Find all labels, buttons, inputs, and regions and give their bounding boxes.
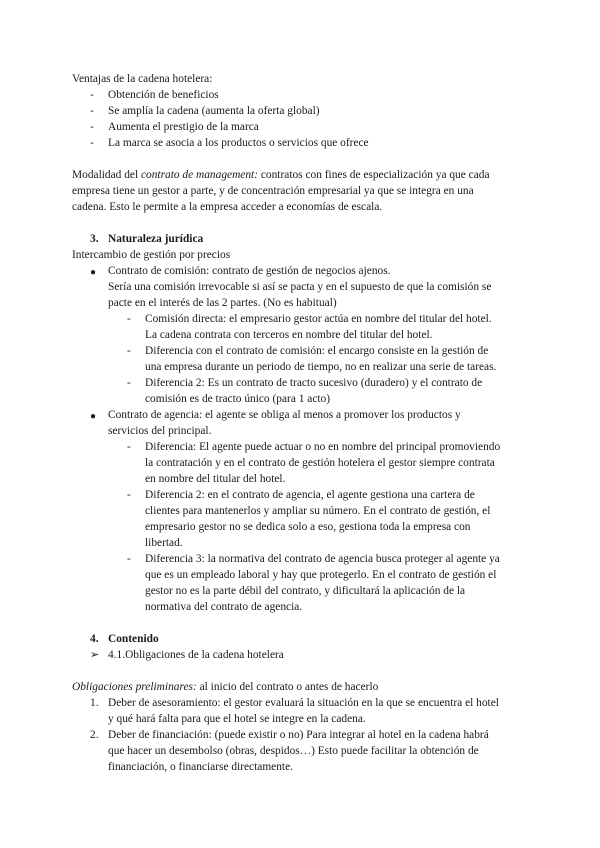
dash-marker: - — [127, 345, 131, 357]
section-3-intro: Intercambio de gestión por precios — [72, 249, 231, 261]
section-3-title: Naturaleza jurídica — [108, 233, 204, 245]
bullet-icon: ● — [90, 411, 97, 422]
obligacion-number: 2. — [90, 729, 99, 741]
dash-marker: - — [90, 89, 94, 101]
agencia-sub-line: normativa del contrato de agencia. — [145, 601, 303, 613]
comision-sub-line: Diferencia con el contrato de comisión: el encargo consiste en la gestión de — [145, 345, 489, 357]
agencia-sub-line: gestor no es la parte débil del contrato, y dificultará la aplicación de la — [145, 585, 466, 597]
section-4-sub-item: 4.1.Obligaciones de la cadena hotelera — [108, 649, 284, 661]
dash-marker: - — [90, 137, 94, 149]
ventajas-item: La marca se asocia a los productos o servicios que ofrece — [108, 137, 369, 149]
dash-marker: - — [127, 377, 131, 389]
modalidad-lead: Modalidad del — [72, 169, 141, 181]
ventajas-item: Obtención de beneficios — [108, 89, 219, 101]
obligaciones-heading — [72, 680, 378, 696]
agencia-sub-line: Diferencia: El agente puede actuar o no en nombre del principal promoviendo — [145, 441, 501, 453]
agencia-sub-line: la contratación y en el contrato de gestión hotelera el gestor siempre contrata — [145, 457, 495, 469]
comision-line: Sería una comisión irrevocable si así se pacta y en el supuesto de que la comisión se — [108, 281, 492, 293]
dash-marker: - — [127, 313, 131, 325]
ventajas-heading: Ventajas de la cadena hotelera: — [72, 73, 213, 85]
dash-marker: - — [127, 553, 131, 565]
dash-marker: - — [90, 121, 94, 133]
agencia-sub-line: en nombre del titular del hotel. — [145, 473, 286, 485]
section-4-title: Contenido — [108, 633, 159, 645]
obligacion-line: y qué hará falta para que el hotel se integre en la cadena. — [108, 713, 366, 725]
agencia-sub-line: Diferencia 3: la normativa del contrato de agencia busca proteger al agente ya — [145, 553, 500, 565]
agencia-line: servicios del principal. — [108, 425, 212, 437]
modalidad-paragraph-line: empresa tiene un gestor a parte, y de concentración empresarial ya que se integra en una — [72, 185, 474, 197]
agencia-sub-line: Diferencia 2: en el contrato de agencia, el agente gestiona una cartera de — [145, 489, 475, 501]
ventajas-item: Se amplía la cadena (aumenta la oferta global) — [108, 105, 320, 117]
section-4-number: 4. — [90, 633, 99, 645]
dash-marker: - — [127, 441, 131, 453]
comision-sub-line: Comisión directa: el empresario gestor actúa en nombre del titular del hotel. — [145, 313, 492, 325]
section-3-number: 3. — [90, 233, 99, 245]
comision-line: pacte en el interés de las 2 partes. (No es habitual) — [108, 297, 337, 309]
bullet-icon: ● — [90, 267, 97, 278]
obligaciones-term: Obligaciones preliminares: — [72, 681, 197, 693]
agencia-line: Contrato de agencia: el agente se obliga al menos a promover los productos y — [108, 409, 461, 421]
modalidad-term: contrato de management: — [140, 169, 259, 181]
obligacion-line: Deber de financiación: (puede existir o no) Para integrar al hotel en la cadena habrá — [108, 729, 489, 741]
modalidad-paragraph-line: cadena. Esto le permite a la empresa acceder a economías de escala. — [72, 201, 383, 213]
comision-sub-line: una empresa durante un periodo de tiempo, no en realizar una serie de tareas. — [145, 361, 497, 373]
obligacion-line: que hacer un desembolso (obras, despidos…) Esto puede facilitar la obtención de — [108, 745, 479, 757]
agencia-sub-line: libertad. — [145, 537, 183, 549]
modalidad-rest: contratos con fines de especialización ya que cada — [258, 169, 490, 181]
obligacion-line: Deber de asesoramiento: el gestor evaluará la situación en la que se encuentra el hotel — [108, 697, 499, 709]
comision-sub-line: La cadena contrata con terceros en nombre del titular del hotel. — [145, 329, 433, 341]
agencia-sub-line: que es un empleado laboral y hay que protegerlo. En el contrato de gestión el — [145, 569, 497, 581]
dash-marker: - — [90, 105, 94, 117]
comision-sub-line: comisión es de tracto único (para 1 acto) — [145, 393, 331, 405]
obligacion-line: financiación, o financiarse directamente. — [108, 761, 294, 773]
arrow-bullet-icon: ➢ — [90, 649, 100, 661]
modalidad-paragraph-line — [72, 168, 490, 184]
dash-marker: - — [127, 489, 131, 501]
ventajas-item: Aumenta el prestigio de la marca — [108, 121, 259, 133]
obligaciones-rest: al inicio del contrato o antes de hacerlo — [196, 681, 379, 693]
agencia-sub-line: empresario gestor no se dedica solo a eso, gestiona toda la empresa con — [145, 521, 471, 533]
comision-line: Contrato de comisión: contrato de gestión de negocios ajenos. — [108, 265, 391, 277]
comision-sub-line: Diferencia 2: Es un contrato de tracto sucesivo (duradero) y el contrato de — [145, 377, 483, 389]
agencia-sub-line: clientes para mantenerlos y ampliar su número. En el contrato de gestión, el — [145, 505, 491, 517]
obligacion-number: 1. — [90, 697, 99, 709]
